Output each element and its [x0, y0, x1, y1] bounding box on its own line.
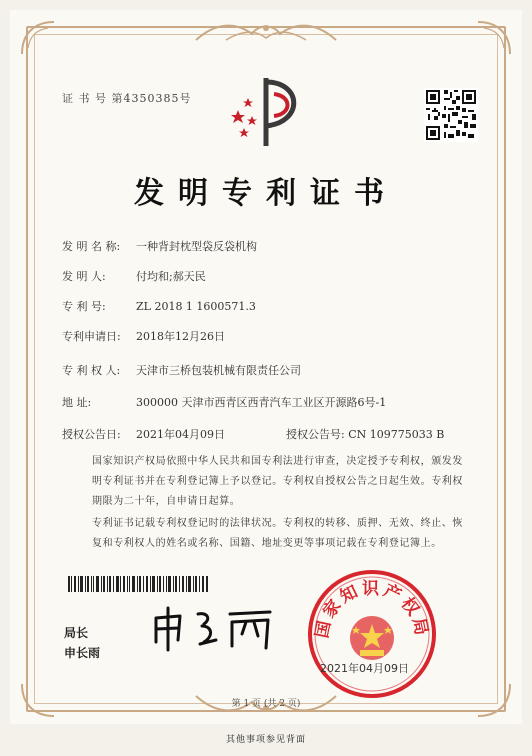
seal-date: 2021年04月09日 [320, 662, 409, 675]
field-inventor [62, 268, 206, 284]
field-address [62, 394, 386, 410]
field-value: 2018年12月26日 [136, 330, 225, 343]
field-patentee [62, 362, 301, 378]
field-label: 专利申请日: [62, 330, 121, 343]
director-name: 申长雨 [64, 646, 101, 660]
field-label: 专 利 号: [62, 300, 106, 313]
field-label: 地 址: [62, 396, 92, 409]
field-label: 发 明 人: [62, 270, 106, 283]
director-title: 局长 [64, 626, 89, 640]
paragraph: 国家知识产权局依照中华人民共和国专利法进行审查，决定授予专利权，颁发发明专利证书并在专利登记簿上予以登记。专利权自授权公告之日起生效。专利权期限为二十年，自申请日起算。 [92, 456, 463, 507]
field-label: 授权公告号: [286, 428, 345, 441]
field-value: ZL 2018 1 1600571.3 [136, 300, 256, 313]
field-label: 发 明 名 称: [62, 240, 121, 253]
field-value: 天津市三桥包装机械有限责任公司 [136, 364, 301, 377]
top-ornament [186, 18, 346, 46]
field-label: 授权公告日: [62, 428, 121, 441]
field-application-date [62, 328, 225, 344]
field-value: 一种背封枕型袋反袋机构 [136, 240, 257, 253]
field-invention-name [62, 238, 257, 254]
field-value: CN 109775033 B [348, 428, 445, 441]
field-value: 2021年04月09日 [136, 428, 225, 441]
certificate-title: 发明专利证书 [134, 176, 398, 211]
certificate-number: 证 书 号 第4350385号 [62, 92, 192, 105]
cnipa-logo [222, 72, 312, 152]
field-value: 付均和;郝天民 [136, 270, 206, 283]
paragraph: 专利证书记载专利权登记时的法律状况。专利权的转移、质押、无效、终止、恢复和专利权人的姓名或名称、国籍、地址变更等事项记载在专利登记簿上。 [92, 518, 463, 549]
corner-ornament-tl [18, 18, 58, 58]
director-signature [146, 604, 276, 654]
page-number: 第 1 页 (共 2 页) [231, 699, 301, 709]
field-value: 300000 天津市西青区西青汽车工业区开源路6号-1 [136, 396, 387, 409]
qr-code [424, 88, 478, 142]
grant-statement [72, 452, 470, 512]
svg-text:国家知识产权局: 国家知识产权局 [312, 579, 432, 640]
field-grant-announcement [62, 426, 444, 442]
footer-note: 其他事项参见背面 [225, 735, 306, 745]
legal-status-statement [72, 514, 470, 554]
barcode [68, 576, 208, 592]
field-patent-number [62, 298, 256, 314]
field-label: 专 利 权 人: [62, 364, 121, 377]
corner-ornament-tr [474, 18, 514, 58]
official-seal [306, 568, 438, 700]
